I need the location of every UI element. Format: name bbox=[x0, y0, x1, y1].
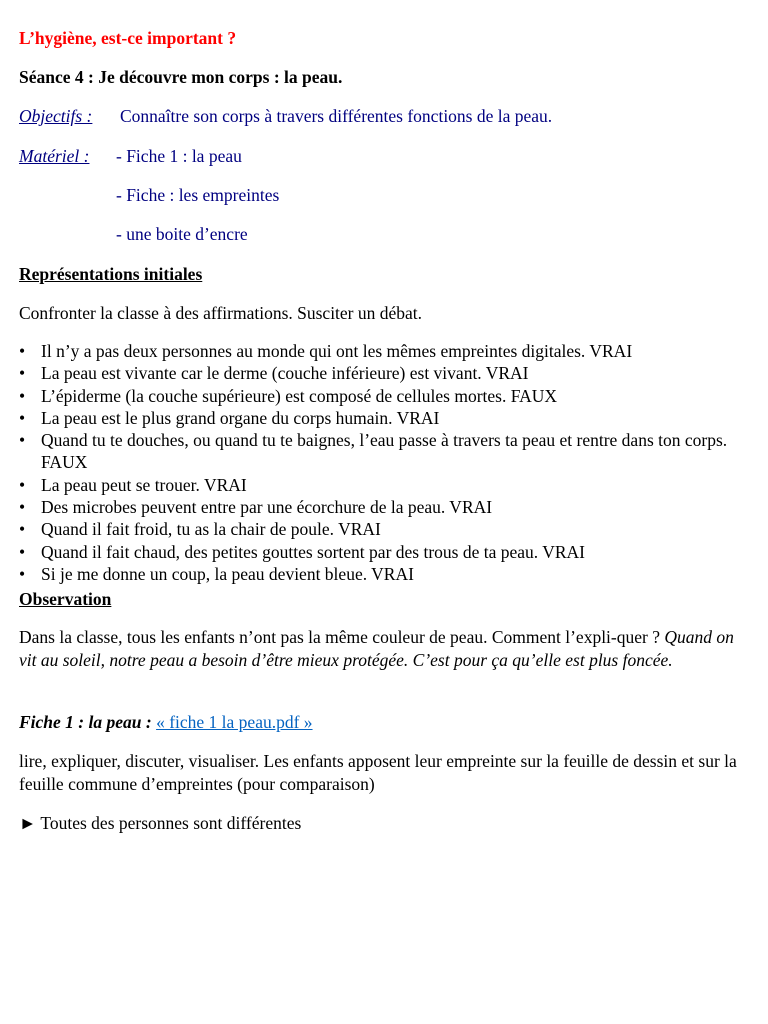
page-title: L’hygiène, est-ce important ? bbox=[19, 28, 237, 48]
observation-question: Dans la classe, tous les enfants n’ont pas la même couleur de peau. Comment l’expli-quer ? bbox=[19, 627, 660, 647]
fiche-row bbox=[19, 711, 313, 733]
list-item: • Des microbes peuvent entre par une écorchure de la peau. VRAI bbox=[19, 496, 749, 518]
observation-heading: Observation bbox=[19, 589, 112, 609]
materials-row bbox=[19, 145, 89, 167]
fiche-description: lire, expliquer, discuter, visualiser. Les enfants apposent leur empreinte sur la feuille de dessin et sur la feuille commune d’empreintes (pour comparaison) bbox=[19, 751, 737, 794]
materials-item: - une boite d’encre bbox=[116, 224, 248, 244]
observation-answer: Quand on vit au soleil, notre peau a besoin d’être mieux protégée. C’est pour ça qu’elle est plus foncée. bbox=[19, 627, 734, 670]
session-title: Séance 4 : Je découvre mon corps : la peau. bbox=[19, 67, 343, 87]
materials-item: - Fiche 1 : la peau bbox=[116, 146, 242, 166]
arrow-icon: ► bbox=[19, 813, 37, 833]
list-item: • Quand il fait chaud, des petites gouttes sortent par des trous de ta peau. VRAI bbox=[19, 541, 749, 563]
objectives-row bbox=[19, 105, 553, 127]
list-item: • Quand tu te douches, ou quand tu te baignes, l’eau passe à travers ta peau et rentre dans ton corps. FAUX bbox=[19, 429, 749, 474]
list-item: • L’épiderme (la couche supérieure) est composé de cellules mortes. FAUX bbox=[19, 385, 749, 407]
observation-paragraph bbox=[19, 626, 744, 672]
list-item: • La peau est le plus grand organe du corps humain. VRAI bbox=[19, 407, 749, 429]
objectives-text: Connaître son corps à travers différentes fonctions de la peau. bbox=[120, 106, 553, 126]
list-item: • La peau est vivante car le derme (couche inférieure) est vivant. VRAI bbox=[19, 362, 749, 384]
list-item: • La peau peut se trouer. VRAI bbox=[19, 474, 749, 496]
representations-intro: Confronter la classe à des affirmations. Susciter un débat. bbox=[19, 303, 423, 323]
representations-heading: Représentations initiales bbox=[19, 264, 203, 284]
list-item: • Il n’y a pas deux personnes au monde qui ont les mêmes empreintes digitales. VRAI bbox=[19, 340, 749, 362]
fiche-label: Fiche 1 : la peau : bbox=[19, 712, 152, 732]
conclusion-text: Toutes des personnes sont différentes bbox=[40, 813, 302, 833]
materials-label: Matériel : bbox=[19, 146, 90, 166]
statements-list bbox=[19, 340, 749, 585]
materials-item: - Fiche : les empreintes bbox=[116, 185, 280, 205]
conclusion-row bbox=[19, 812, 301, 834]
list-item: • Quand il fait froid, tu as la chair de poule. VRAI bbox=[19, 518, 749, 540]
fiche-pdf-link[interactable]: « fiche 1 la peau.pdf » bbox=[156, 712, 313, 732]
list-item: • Si je me donne un coup, la peau devient bleue. VRAI bbox=[19, 563, 749, 585]
objectives-label: Objectifs : bbox=[19, 106, 93, 126]
